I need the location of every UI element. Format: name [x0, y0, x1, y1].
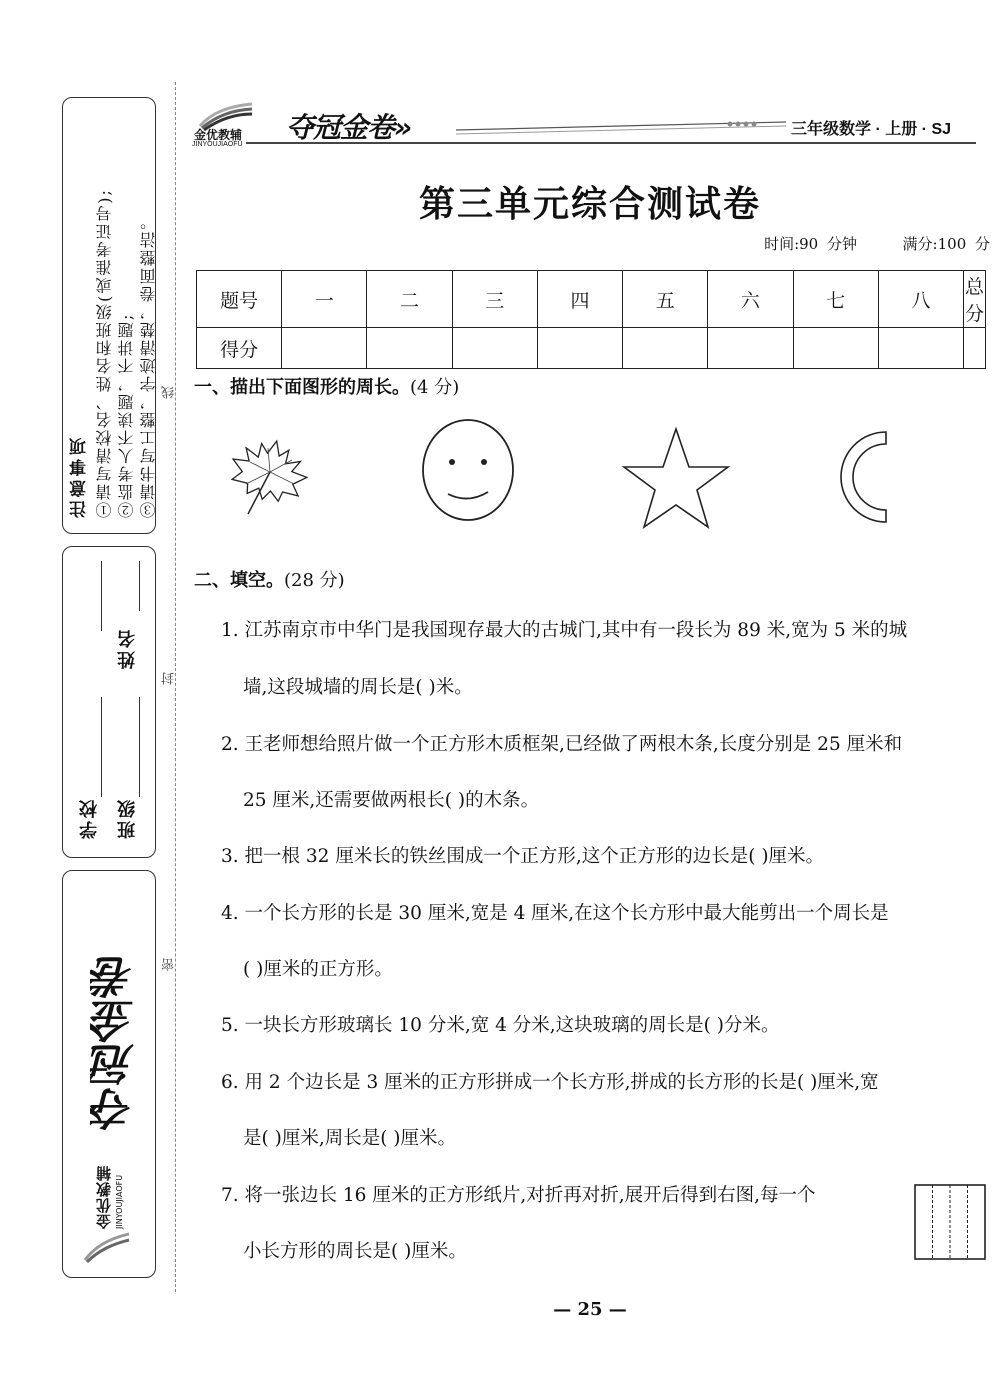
question-6-line2: 是( )厘米,周长是( )厘米。: [243, 1128, 457, 1149]
star-shape: [622, 427, 730, 529]
score-cell[interactable]: [452, 328, 537, 369]
table-score-row: [197, 328, 986, 369]
table-header-cell: 二: [367, 271, 452, 328]
notice-line-2: ②监考人不读题，不讲题;: [117, 312, 136, 518]
student-info-box: [62, 546, 156, 858]
grade-field-line[interactable]: [101, 561, 102, 631]
leaf-icon: [228, 436, 312, 518]
page-number: — 25 —: [553, 1299, 627, 1320]
table-header-cell: 五: [623, 271, 708, 328]
folded-paper-figure: [914, 1184, 986, 1260]
table-header-cell: 四: [537, 271, 622, 328]
question-2-line2: 25 厘米,还需要做两根长( )的木条。: [243, 790, 540, 811]
score-cell[interactable]: [878, 328, 963, 369]
exam-full-score: 满分:100 分: [902, 235, 990, 253]
class-label: 班级: [117, 797, 138, 839]
exam-meta: [700, 233, 990, 254]
class-field-line[interactable]: [139, 697, 140, 797]
section2-title-text: 二、填空。: [194, 570, 284, 591]
brand-box: [62, 870, 156, 1278]
table-header-cell: 八: [878, 271, 963, 328]
question-7-line2: 小长方形的周长是( )厘米。: [243, 1241, 467, 1262]
question-3-line1: 3. 把一根 32 厘米长的铁丝围成一个正方形,这个正方形的边长是( )厘米。: [221, 846, 825, 867]
brand-vertical: 夺冠金卷: [91, 955, 142, 1131]
school-field-line[interactable]: [101, 697, 102, 797]
notice-title: 注意事项: [70, 434, 90, 518]
question-6-line1: 6. 用 2 个边长是 3 厘米的正方形拼成一个长方形,拼成的长方形的长是( )厘米,宽: [221, 1072, 879, 1093]
book-logo-icon: [81, 1226, 133, 1266]
notice-line-1: ①请写清校名、姓名和班级(或准考证号);: [95, 188, 114, 518]
name-label: 姓名: [117, 627, 138, 669]
name-field-line[interactable]: [139, 561, 140, 611]
question-1-line1: 1. 江苏南京市中华门是我国现存最大的古城门,其中有一段长为 89 米,宽为 5 米的城: [221, 620, 908, 641]
score-cell[interactable]: [623, 328, 708, 369]
table-header-cell: 一: [282, 271, 367, 328]
cut-label-feng: 封: [162, 672, 177, 685]
grade-info: 三年级数学 · 上册 · SJ: [791, 121, 952, 138]
section1-title-text: 一、描出下面图形的周长。: [194, 377, 410, 398]
section2-points: (28 分): [284, 570, 345, 591]
score-cell[interactable]: [708, 328, 793, 369]
half-ring-shape: [836, 430, 890, 524]
cut-label-xian: 线: [162, 386, 177, 399]
header-bar: [186, 98, 976, 150]
table-header-cell: 题号: [197, 271, 282, 328]
question-4-line1: 4. 一个长方形的长是 30 厘米,宽是 4 厘米,在这个长方形中最大能剪出一个周长是: [221, 903, 889, 924]
header-brand: 夺冠金卷»: [286, 111, 412, 144]
score-cell[interactable]: [793, 328, 878, 369]
smiley-face: [420, 418, 516, 522]
notice-box: [62, 97, 156, 534]
school-label: 学校: [79, 797, 100, 839]
header-logo-cn: 金优教辅: [194, 128, 243, 142]
question-7-line1: 7. 将一张边长 16 厘米的正方形纸片,对折再对折,展开后得到右图,每一个: [221, 1185, 816, 1206]
logo-vertical: 金优教辅: [95, 1165, 113, 1229]
section1-title: [194, 373, 459, 399]
question-2-line1: 2. 王老师想给照片做一个正方形木质框架,已经做了两根木条,长度分别是 25 厘米和: [221, 734, 903, 755]
page-title: 第三单元综合测试卷: [418, 183, 761, 225]
score-cell[interactable]: [367, 328, 452, 369]
header-underline: [246, 142, 976, 144]
table-header-cell: 七: [793, 271, 878, 328]
exam-time: 时间:90 分钟: [764, 235, 857, 253]
score-cell[interactable]: [963, 328, 985, 369]
score-row-label: 得分: [197, 328, 282, 369]
section1-points: (4 分): [410, 377, 460, 398]
binding-cut-line: [175, 82, 176, 1292]
cut-label-mi: 密: [162, 958, 177, 971]
score-cell[interactable]: [537, 328, 622, 369]
question-4-line2: ( )厘米的正方形。: [243, 959, 393, 980]
question-5-line1: 5. 一块长方形玻璃长 10 分米,宽 4 分米,这块玻璃的周长是( )分米。: [221, 1015, 780, 1036]
notice-line-3: ③请书写工整，字迹清楚，卷面整洁。: [139, 212, 158, 518]
header-stripe: [456, 116, 786, 140]
table-header-cell: 总分: [963, 271, 985, 328]
table-header-row: [197, 271, 986, 328]
question-1-line2: 墙,这段城墙的周长是( )米。: [243, 677, 473, 698]
score-cell[interactable]: [282, 328, 367, 369]
section2-title: [194, 566, 345, 592]
header-logo-en: JINYOUJIAOFU: [192, 141, 243, 148]
table-header-cell: 三: [452, 271, 537, 328]
score-table: [196, 270, 986, 369]
logo-vertical-en: JINYOUJIAOFU: [115, 1174, 124, 1229]
table-header-cell: 六: [708, 271, 793, 328]
